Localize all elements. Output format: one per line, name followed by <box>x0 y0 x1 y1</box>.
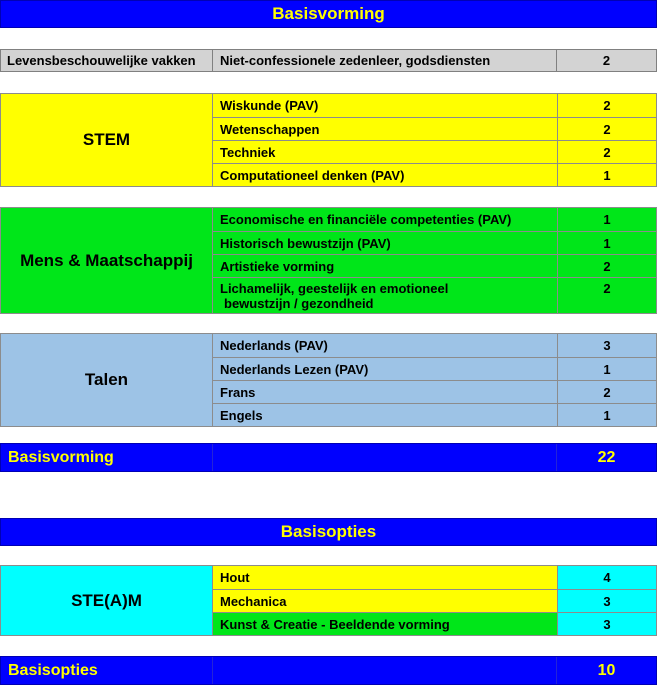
subject-row <box>213 357 656 380</box>
category-cell: Mens & Maatschappij <box>1 208 213 313</box>
subject-row <box>213 566 656 589</box>
subject-row <box>213 612 656 635</box>
group-steam <box>0 565 657 636</box>
subject-cell: Wiskunde (PAV) <box>213 94 557 117</box>
subject-row <box>213 277 656 313</box>
subject-cell: Computationeel denken (PAV) <box>213 164 557 186</box>
total-filler <box>213 657 557 684</box>
subject-row <box>213 163 656 186</box>
subject-rows <box>213 566 656 635</box>
spacer <box>0 187 657 207</box>
subject-rows <box>213 334 656 426</box>
hours-cell: 1 <box>557 208 656 231</box>
subject-cell: Economische en financiële competenties (PAV) <box>213 208 557 231</box>
group-mens-maatschappij <box>0 207 657 314</box>
total-value: 10 <box>597 661 616 679</box>
total-value: 22 <box>597 448 616 466</box>
subject-row <box>213 140 656 163</box>
spacer <box>0 28 657 49</box>
hours-cell: 1 <box>557 358 656 380</box>
hours-cell: 2 <box>557 118 656 140</box>
subject-rows <box>213 94 656 186</box>
basisvorming-total-row <box>0 443 657 472</box>
hours-cell: 3 <box>557 590 656 612</box>
spacer <box>0 72 657 93</box>
subject-cell: Kunst & Creatie - Beeldende vorming <box>213 613 557 635</box>
subject-rows <box>213 208 656 313</box>
hours-cell: 2 <box>557 278 656 313</box>
spacer <box>0 427 657 443</box>
basisvorming-header <box>0 0 657 28</box>
hours-cell: 2 <box>557 255 656 277</box>
subject-cell: Historisch bewustzijn (PAV) <box>213 232 557 254</box>
subject-row <box>213 589 656 612</box>
subject-row <box>213 254 656 277</box>
hours-cell: 2 <box>602 53 611 68</box>
hours-cell: 1 <box>557 404 656 426</box>
subject-row <box>213 117 656 140</box>
hours-cell: 1 <box>557 164 656 186</box>
spacer <box>0 472 657 518</box>
subject-row <box>213 231 656 254</box>
basisopties-header-label: Basisopties <box>280 522 377 541</box>
total-filler <box>213 444 557 471</box>
subject-cell: Lichamelijk, geestelijk en emotioneel bewustzijn / gezondheid <box>213 278 557 313</box>
subject-cell: Nederlands (PAV) <box>213 334 557 357</box>
subject-row <box>213 208 656 231</box>
subject-cell: Techniek <box>213 141 557 163</box>
hours-cell: 2 <box>557 381 656 403</box>
hours-cell: 2 <box>557 94 656 117</box>
hours-cell: 3 <box>557 613 656 635</box>
subject-cell: Niet-confessionele zedenleer, godsdiensten <box>213 50 557 71</box>
spacer <box>0 636 657 656</box>
hours-cell: 1 <box>557 232 656 254</box>
category-cell: STEM <box>1 94 213 186</box>
levensbeschouwelijke-row <box>0 49 657 72</box>
subject-row <box>213 403 656 426</box>
subject-cell: Mechanica <box>213 590 557 612</box>
basisvorming-header-label: Basisvorming <box>272 4 385 23</box>
total-label: Basisvorming <box>1 444 213 471</box>
group-talen <box>0 333 657 427</box>
subject-cell: Frans <box>213 381 557 403</box>
group-stem <box>0 93 657 187</box>
subject-cell: Artistieke vorming <box>213 255 557 277</box>
hours-cell: 4 <box>557 566 656 589</box>
hours-cell: 2 <box>557 141 656 163</box>
total-label: Basisopties <box>1 657 213 684</box>
subject-cell: Engels <box>213 404 557 426</box>
basisopties-total-row <box>0 656 657 685</box>
subject-row <box>213 94 656 117</box>
subject-row <box>213 334 656 357</box>
subject-cell: Wetenschappen <box>213 118 557 140</box>
category-cell: Talen <box>1 334 213 426</box>
spacer <box>0 546 657 565</box>
subject-cell: Nederlands Lezen (PAV) <box>213 358 557 380</box>
category-cell: Levensbeschouwelijke vakken <box>1 50 213 71</box>
hours-cell: 3 <box>557 334 656 357</box>
subject-row <box>213 380 656 403</box>
category-cell: STE(A)M <box>1 566 213 635</box>
basisopties-header <box>0 518 657 546</box>
spacer <box>0 314 657 333</box>
subject-cell: Hout <box>213 566 557 589</box>
